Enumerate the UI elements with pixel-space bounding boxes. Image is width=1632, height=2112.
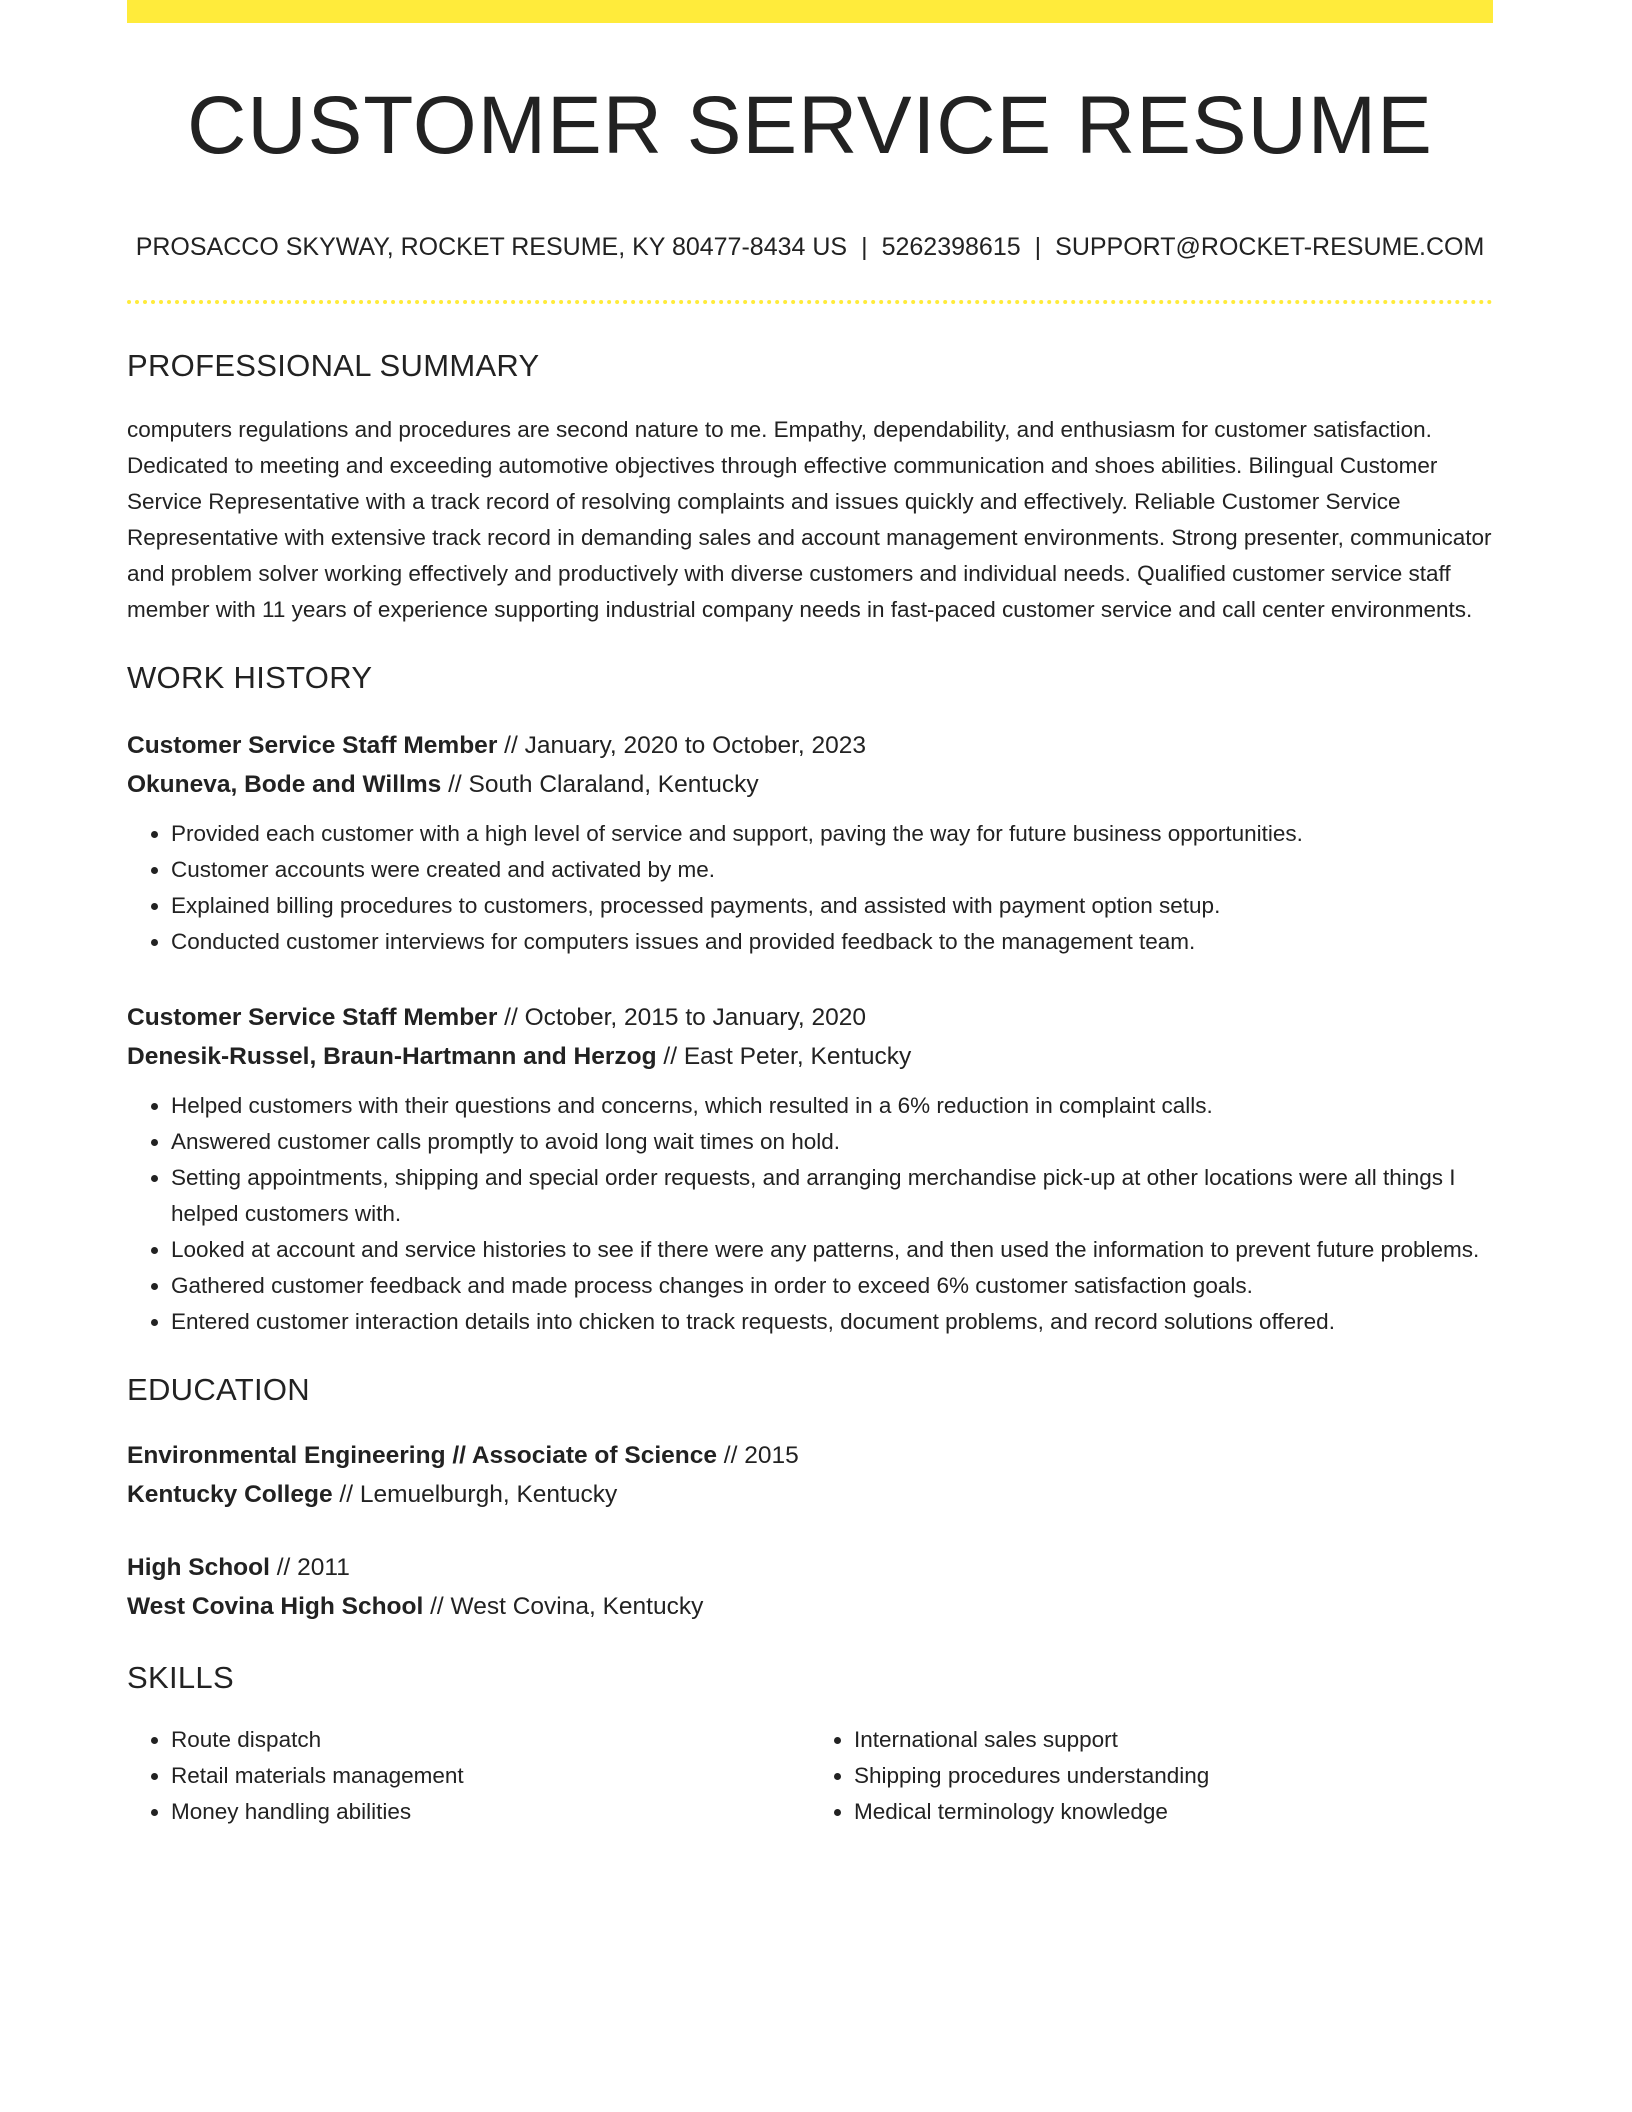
job-bullet: • Gathered customer feedback and made process changes in order to exceed 6% customer satisfaction goals.	[171, 1268, 1493, 1304]
job-dates: // October, 2015 to January, 2020	[504, 1004, 867, 1032]
education-degree: High School	[127, 1554, 270, 1582]
job-bullet: • Entered customer interaction details into chicken to track requests, document problems, and record solutions offered.	[171, 1304, 1493, 1340]
contact-email[interactable]: SUPPORT@ROCKET-RESUME.COM	[1055, 233, 1485, 262]
job-bullet: • Explained billing procedures to customers, processed payments, and assisted with payment option setup.	[171, 888, 1493, 924]
skill-item: • International sales support	[854, 1722, 1493, 1758]
resume-title: CUSTOMER SERVICE RESUME	[187, 80, 1433, 171]
education-school-line	[127, 1587, 1493, 1626]
job-dates: // January, 2020 to October, 2023	[504, 732, 867, 760]
job-company-line	[127, 765, 1493, 804]
job-bullet: • Answered customer calls promptly to avoid long wait times on hold.	[171, 1124, 1493, 1160]
skills-column-left	[127, 1722, 810, 1830]
education-year: // 2015	[723, 1442, 799, 1470]
skills-column-right	[810, 1722, 1493, 1830]
section-heading-education: EDUCATION	[127, 1372, 310, 1408]
section-heading-skills: SKILLS	[127, 1660, 234, 1696]
contact-line	[127, 233, 1493, 262]
contact-address: PROSACCO SKYWAY, ROCKET RESUME, KY 80477-8434 US	[135, 233, 848, 262]
education-location: // West Covina, Kentucky	[430, 1593, 704, 1621]
contact-separator: |	[1034, 233, 1042, 262]
contact-phone: 5262398615	[881, 233, 1021, 262]
skill-item: • Money handling abilities	[171, 1794, 810, 1830]
education-degree: Environmental Engineering // Associate of Science	[127, 1442, 717, 1470]
education-year: // 2011	[276, 1554, 350, 1582]
job-title-line	[127, 726, 1493, 765]
job-company: Okuneva, Bode and Willms	[127, 771, 442, 799]
job-title: Customer Service Staff Member	[127, 1004, 498, 1032]
job-bullet: • Setting appointments, shipping and special order requests, and arranging merchandise pick-up at other locations were all things I helped customers with.	[171, 1160, 1493, 1232]
skill-item: • Route dispatch	[171, 1722, 810, 1758]
accent-top-bar	[127, 0, 1493, 23]
education-location: // Lemuelburgh, Kentucky	[339, 1481, 618, 1509]
education-section	[127, 1372, 1493, 1626]
education-school-line	[127, 1475, 1493, 1514]
education-school: Kentucky College	[127, 1481, 333, 1509]
job-company-line	[127, 1037, 1493, 1076]
job-bullet: • Customer accounts were created and activated by me.	[171, 852, 1493, 888]
summary-text: computers regulations and procedures are second nature to me. Empathy, dependability, and enthusiasm for customer satisfaction. Dedicated to meeting and exceeding automotive objectives through effective communication and shoes abilities. Bilingual Customer Service Representative with a track record of resolving complaints and issues quickly and effectively. Reliable Customer Service Representative with extensive track record in demanding sales and account management environments. Strong presenter, communicator and problem solver working effectively and productively with diverse customers and individual needs. Qualified customer service staff member with 11 years of experience supporting industrial company needs in fast-paced customer service and call center environments.	[127, 417, 1492, 623]
job-bullets	[127, 1088, 1493, 1340]
work-history-section	[127, 660, 1493, 1340]
job-bullet: • Looked at account and service histories to see if there were any patterns, and then used the information to prevent future problems.	[171, 1232, 1493, 1268]
education-degree-line	[127, 1436, 1493, 1475]
education-degree-line	[127, 1548, 1493, 1587]
resume-page	[127, 0, 1493, 1830]
job-location: // East Peter, Kentucky	[663, 1043, 912, 1071]
job-bullet: • Helped customers with their questions and concerns, which resulted in a 6% reduction in complaint calls.	[171, 1088, 1493, 1124]
job-entry	[127, 998, 1493, 1340]
skill-item: • Shipping procedures understanding	[854, 1758, 1493, 1794]
skills-grid	[127, 1722, 1493, 1830]
contact-separator: |	[861, 233, 868, 262]
skills-section	[127, 1660, 1493, 1830]
job-title: Customer Service Staff Member	[127, 732, 498, 760]
job-bullet: • Conducted customer interviews for computers issues and provided feedback to the management team.	[171, 924, 1493, 960]
section-heading-work: WORK HISTORY	[127, 660, 373, 696]
job-title-line	[127, 998, 1493, 1037]
job-company: Denesik-Russel, Braun-Hartmann and Herzog	[127, 1043, 657, 1071]
job-location: // South Claraland, Kentucky	[448, 771, 759, 799]
education-school: West Covina High School	[127, 1593, 424, 1621]
dotted-divider	[127, 300, 1493, 304]
professional-summary-section	[127, 348, 1493, 628]
education-entry	[127, 1436, 1493, 1514]
skill-item: • Retail materials management	[171, 1758, 810, 1794]
education-entry	[127, 1548, 1493, 1626]
job-bullets	[127, 816, 1493, 960]
job-bullet: • Provided each customer with a high level of service and support, paving the way for future business opportunities.	[171, 816, 1493, 852]
job-entry	[127, 726, 1493, 960]
skill-item: • Medical terminology knowledge	[854, 1794, 1493, 1830]
section-heading-summary: PROFESSIONAL SUMMARY	[127, 348, 540, 384]
